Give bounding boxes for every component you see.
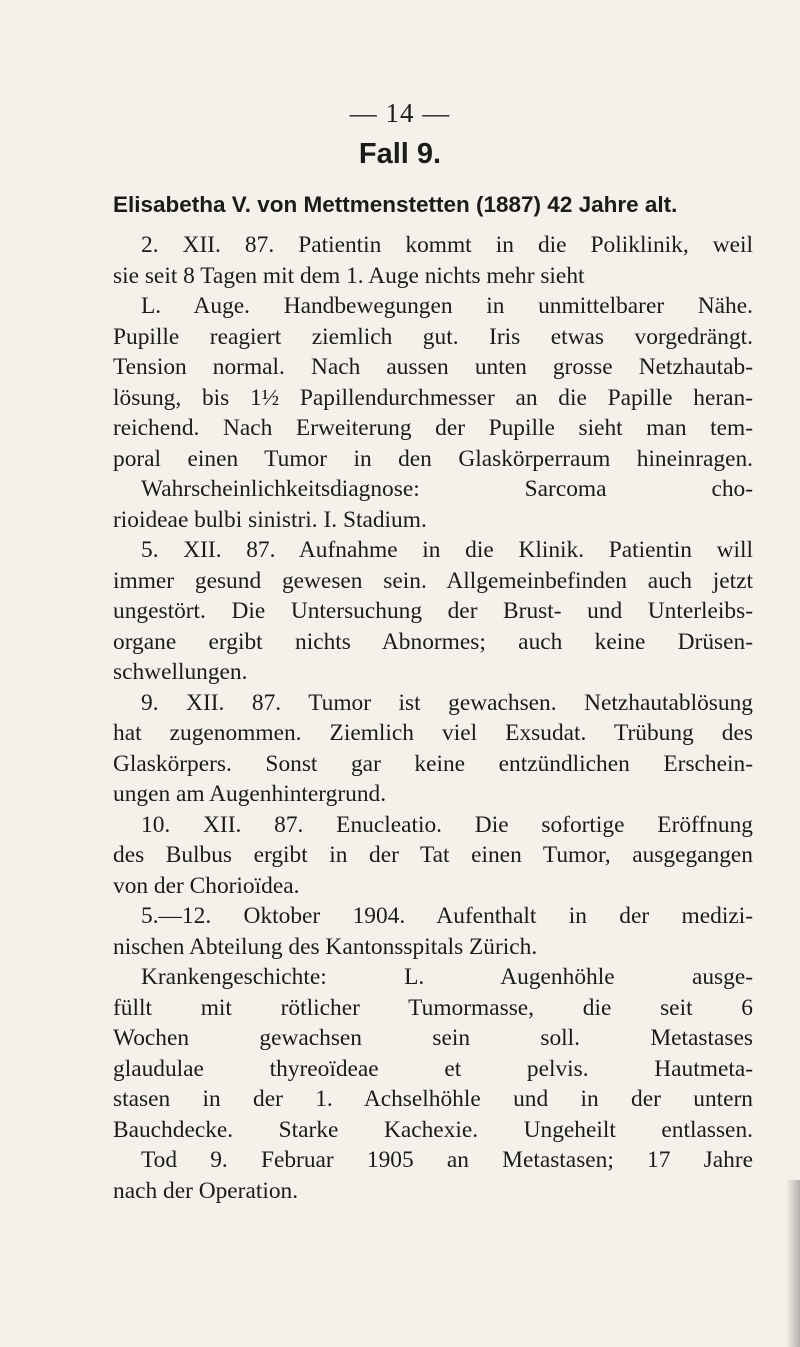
text-line: ungestört. Die Untersuchung der Brust- und Unterleibs- xyxy=(113,598,753,624)
text-line: hat zugenommen. Ziemlich viel Exsudat. Trübung des xyxy=(113,720,753,746)
text-line: 5.—12. Oktober 1904. Aufenthalt in der medizi- xyxy=(141,903,753,929)
text-line: sie seit 8 Tagen mit dem 1. Auge nichts mehr sieht xyxy=(113,262,585,289)
text-line: rioideae bulbi sinistri. I. Stadium. xyxy=(113,506,427,533)
text-line: glaudulae thyreoïdeae et pelvis. Hautmeta- xyxy=(113,1055,753,1082)
text-line: des Bulbus ergibt in der Tat einen Tumor, ausgegangen xyxy=(113,842,753,868)
text-line: füllt mit rötlicher Tumormasse, die seit 6 xyxy=(113,994,753,1021)
text-line: Tod 9. Februar 1905 an Metastasen; 17 Jahre xyxy=(141,1147,753,1173)
text-line: Tension normal. Nach aussen unten grosse Netzhautab- xyxy=(113,354,753,380)
text-line: ungen am Augenhintergrund. xyxy=(113,781,387,807)
text-line: 2. XII. 87. Patientin kommt in die Poliklinik, weil xyxy=(141,232,753,258)
text-line: Wahrscheinlichkeitsdiagnose: Sarcoma cho- xyxy=(141,476,753,502)
text-line: immer gesund gewesen sein. Allgemeinbefinden auch jetzt xyxy=(113,567,753,594)
page-number-header: — 14 — xyxy=(349,98,451,128)
text-line: von der Chorioïdea. xyxy=(113,872,300,899)
text-line: poral einen Tumor in den Glaskörperraum hineinragen. xyxy=(113,445,753,472)
text-line: Wochen gewachsen sein soll. Metastases xyxy=(113,1025,753,1051)
text-line: reichend. Nach Erweiterung der Pupille sieht man tem- xyxy=(113,415,753,441)
text-line: Krankengeschichte: L. Augenhöhle ausge- xyxy=(141,964,753,990)
text-line: Pupille reagiert ziemlich gut. Iris etwas vorgedrängt. xyxy=(113,323,753,350)
text-line: schwellungen. xyxy=(113,659,248,685)
text-line: Glaskörpers. Sonst gar keine entzündlichen Erschein- xyxy=(113,750,753,777)
patient-line: Elisabetha V. von Mettmenstetten (1887) 42 Jahre alt. xyxy=(113,192,678,217)
text-line: stasen in der 1. Achselhöhle und in der untern xyxy=(113,1086,753,1112)
text-line: 9. XII. 87. Tumor ist gewachsen. Netzhautablösung xyxy=(141,689,753,716)
text-line: L. Auge. Handbewegungen in unmittelbarer Nähe. xyxy=(141,293,753,319)
text-line: 10. XII. 87. Enucleatio. Die sofortige Eröffnung xyxy=(141,811,753,838)
text-line: nach der Operation. xyxy=(113,1177,299,1204)
text-line: Bauchdecke. Starke Kachexie. Ungeheilt entlassen. xyxy=(113,1116,753,1143)
case-title: Fall 9. xyxy=(358,138,442,170)
text-line: nischen Abteilung des Kantonsspitals Zürich. xyxy=(113,933,538,960)
case-body-text xyxy=(113,230,753,1206)
text-line: lösung, bis 1½ Papillendurchmesser an die Papille heran- xyxy=(113,384,753,411)
page-edge-shadow xyxy=(786,1180,800,1347)
text-line: organe ergibt nichts Abnormes; auch keine Drüsen- xyxy=(113,628,753,655)
text-line: 5. XII. 87. Aufnahme in die Klinik. Patientin will xyxy=(141,537,753,563)
